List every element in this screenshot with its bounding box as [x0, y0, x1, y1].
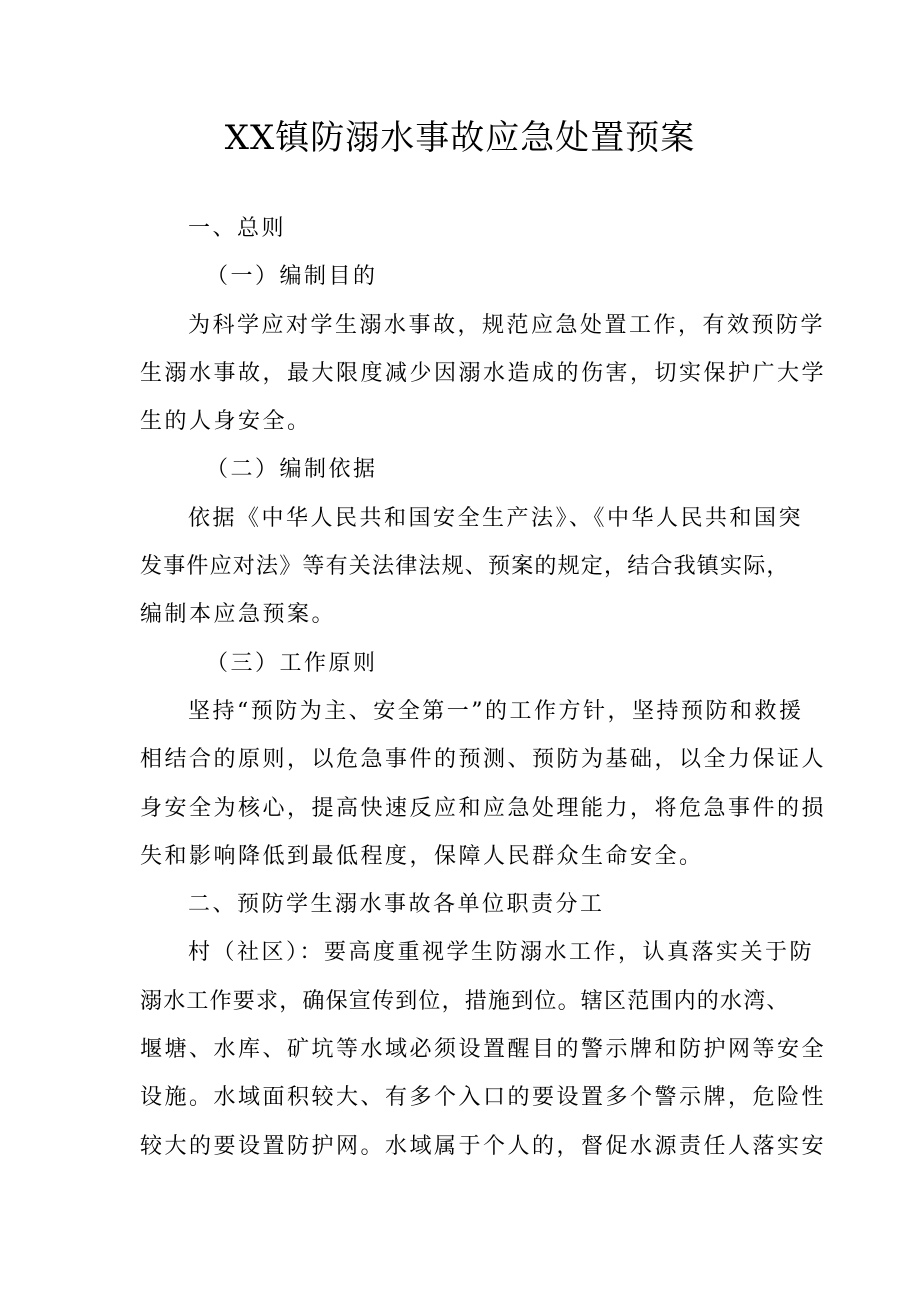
document-title: XX镇防溺水事故应急处置预案 [224, 118, 696, 158]
paragraph-line: 溺水工作要求，确保宣传到位，措施到位。辖区范围内的水湾、 [140, 988, 790, 1014]
paragraph-line: 编制本应急预案。 [140, 602, 337, 628]
paragraph-line: 村（社区）：要高度重视学生防溺水工作，认真落实关于防 [188, 940, 815, 966]
paragraph-line: 堰塘、水库、矿坑等水域必须设置醒目的警示牌和防护网等安全 [140, 1037, 827, 1063]
section-heading-responsibilities: 二、预防学生溺水事故各单位职责分工 [188, 892, 605, 918]
paragraph-line: 依据《中华人民共和国安全生产法》、《中华人民共和国突 [188, 505, 804, 531]
paragraph-line: 生的人身安全。 [140, 409, 312, 435]
paragraph-line: 失和影响降低到最低程度，保障人民群众生命安全。 [140, 843, 704, 869]
paragraph-line: 生溺水事故，最大限度减少因溺水造成的伤害，切实保护广大学 [140, 360, 827, 386]
paragraph-line: 发事件应对法》等有关法律法规、预案的规定，结合我镇实际， [140, 554, 790, 580]
subsection-heading-principles: （三）工作原则 [206, 650, 378, 676]
subsection-heading-basis: （二）编制依据 [206, 457, 378, 483]
subsection-heading-purpose: （一）编制目的 [206, 264, 378, 290]
document-body [140, 205, 827, 1171]
paragraph-line: 相结合的原则，以危急事件的预测、预防为基础，以全力保证人 [140, 747, 827, 773]
paragraph-line: 为科学应对学生溺水事故，规范应急处置工作，有效预防学 [188, 312, 826, 338]
paragraph-line: 身安全为核心，提高快速反应和应急处理能力，将危急事件的损 [140, 795, 827, 821]
paragraph-line: 设施。水域面积较大、有多个入口的要设置多个警示牌，危险性 [140, 1085, 827, 1111]
paragraph-line: 坚持“预防为主、安全第一”的工作方针，坚持预防和救援 [188, 698, 804, 724]
paragraph-line: 较大的要设置防护网。水域属于个人的，督促水源责任人落实安 [140, 1133, 827, 1159]
section-heading-general: 一、总则 [188, 216, 287, 241]
